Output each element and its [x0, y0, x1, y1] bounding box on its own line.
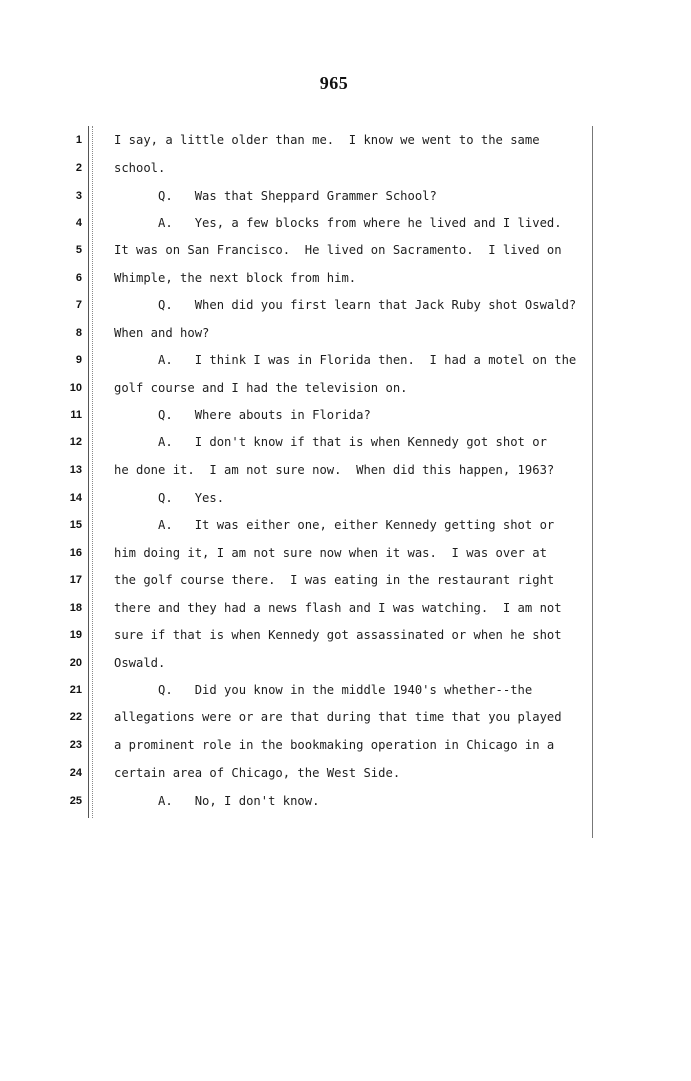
transcript-line	[0, 405, 600, 425]
line-number: 20	[69, 657, 82, 669]
line-number: 22	[69, 711, 82, 723]
transcript-line	[0, 432, 600, 452]
line-text: A. It was either one, either Kennedy getting shot or	[114, 518, 555, 532]
line-number: 16	[69, 547, 82, 559]
transcript-line	[0, 598, 600, 618]
transcript-line	[0, 763, 600, 783]
transcript-line	[0, 268, 600, 288]
line-number: 9	[75, 354, 82, 366]
line-text: Q. Yes.	[114, 491, 225, 505]
transcript-line	[0, 295, 600, 315]
line-number: 19	[69, 629, 82, 641]
line-number: 3	[75, 190, 82, 202]
line-number: 15	[69, 519, 82, 531]
line-text: I say, a little older than me. I know we went to the same	[114, 133, 540, 147]
line-text: A. I don't know if that is when Kennedy got shot or	[114, 435, 547, 449]
line-text: there and they had a news flash and I was watching. I am not	[114, 601, 562, 615]
transcript-line	[0, 350, 600, 370]
transcript-line	[0, 625, 600, 645]
line-text: a prominent role in the bookmaking operation in Chicago in a	[114, 738, 555, 752]
transcript-line	[0, 186, 600, 206]
line-number: 25	[69, 795, 82, 807]
transcript-line	[0, 543, 600, 563]
line-text: the golf course there. I was eating in the restaurant right	[114, 573, 555, 587]
line-number: 6	[75, 272, 82, 284]
line-text: When and how?	[114, 326, 210, 340]
line-text: him doing it, I am not sure now when it was. I was over at	[114, 546, 547, 560]
line-number: 11	[70, 409, 82, 421]
transcript-line	[0, 213, 600, 233]
line-text: A. Yes, a few blocks from where he lived and I lived.	[114, 216, 562, 230]
transcript-line	[0, 735, 600, 755]
line-text: he done it. I am not sure now. When did this happen, 1963?	[114, 463, 555, 477]
line-number: 21	[69, 684, 82, 696]
line-number: 1	[75, 134, 82, 146]
line-number: 14	[69, 492, 82, 504]
line-text: golf course and I had the television on.	[114, 381, 408, 395]
line-number: 24	[69, 767, 82, 779]
line-text: Whimple, the next block from him.	[114, 271, 357, 285]
line-number: 12	[69, 436, 82, 448]
line-text: Oswald.	[114, 656, 166, 670]
transcript-line	[0, 378, 600, 398]
transcript-line	[0, 158, 600, 178]
transcript-line	[0, 460, 600, 480]
line-number: 18	[69, 602, 82, 614]
page-number: 965	[319, 73, 349, 93]
line-text: A. I think I was in Florida then. I had a motel on the	[114, 353, 577, 367]
line-number: 10	[69, 382, 82, 394]
line-text: Q. Was that Sheppard Grammer School?	[114, 189, 437, 203]
line-text: allegations were or are that during that time that you played	[114, 710, 562, 724]
line-number: 5	[75, 244, 82, 256]
line-text: Q. Did you know in the middle 1940's whether--the	[114, 683, 533, 697]
line-text: Q. Where abouts in Florida?	[114, 408, 371, 422]
line-number: 17	[69, 574, 82, 586]
transcript-line	[0, 130, 600, 150]
line-number: 7	[75, 299, 82, 311]
line-text: It was on San Francisco. He lived on Sacramento. I lived on	[114, 243, 562, 257]
line-text: sure if that is when Kennedy got assassinated or when he shot	[114, 628, 562, 642]
line-text: Q. When did you first learn that Jack Ruby shot Oswald?	[114, 298, 577, 312]
line-number: 23	[69, 739, 82, 751]
transcript-line	[0, 791, 600, 811]
transcript-line	[0, 515, 600, 535]
line-number: 4	[75, 217, 82, 229]
line-number: 13	[69, 464, 82, 476]
transcript-line	[0, 240, 600, 260]
transcript-line	[0, 488, 600, 508]
line-text: A. No, I don't know.	[114, 794, 320, 808]
transcript-line	[0, 680, 600, 700]
line-text: school.	[114, 161, 166, 175]
line-text: certain area of Chicago, the West Side.	[114, 766, 401, 780]
transcript-line	[0, 653, 600, 673]
line-number: 2	[75, 162, 82, 174]
transcript-line	[0, 323, 600, 343]
transcript-line	[0, 707, 600, 727]
line-number: 8	[75, 327, 82, 339]
transcript-line	[0, 570, 600, 590]
